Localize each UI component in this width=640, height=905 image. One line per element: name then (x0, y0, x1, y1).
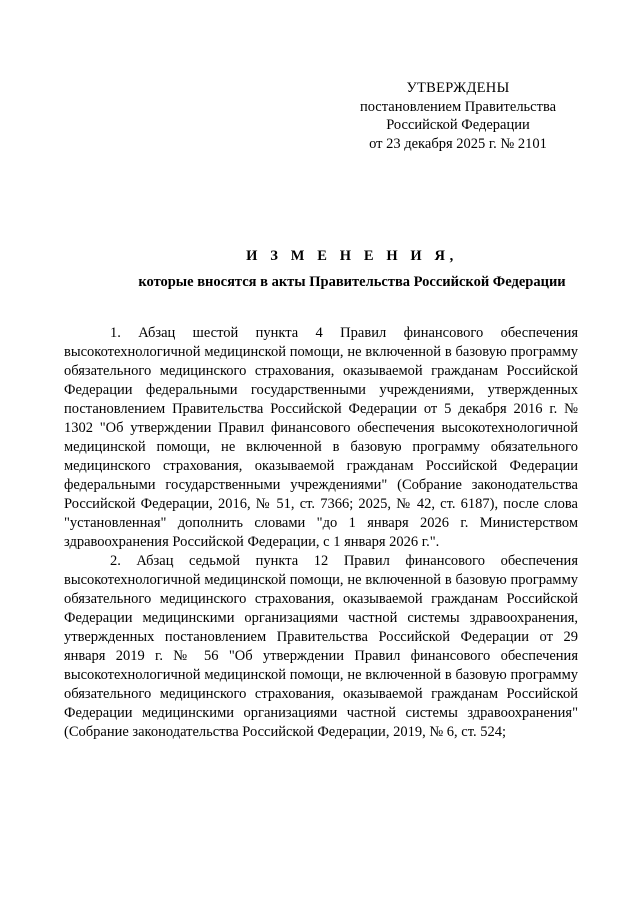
approval-stamp (340, 79, 576, 153)
approval-title: УТВЕРЖДЕНЫ (406, 80, 510, 96)
paragraph-2: 2. Абзац седьмой пункта 12 Правил финансового обеспечения высокотехнологичной медицинской помощи, не включенной в базовую программу обязательного медицинского страхования, оказываемой гражданам Российской Федерации медицинскими организациями частной системы здравоохранения, утвержденных постановлением Правительства Российской Федерации от 29 января 2019 г. № 56 "Об утверждении Правил финансового обеспечения высокотехнологичной медицинской помощи, не включенной в базовую программу обязательного медицинского страхования, оказываемой гражданам Российской Федерации медицинскими организациями частной системы здравоохранения" (Собрание законодательства Российской Федерации, 2019, № 6, ст. 524; (64, 553, 578, 740)
approval-line-1: постановлением Правительства (359, 98, 557, 115)
approval-line-2: Российской Федерации (386, 117, 530, 133)
approval-line-3: от 23 декабря 2025 г. № 2101 (369, 135, 547, 152)
paragraph-1: 1. Абзац шестой пункта 4 Правил финансового обеспечения высокотехнологичной медицинской помощи, не включенной в базовую программу обязательного медицинского страхования, оказываемой гражданам Российской Федерации федеральными государственными учреждениями, утвержденных постановлением Правительства Российской Федерации от 5 декабря 2016 г. № 1302 "Об утверждении Правил финансового обеспечения высокотехнологичной медицинской помощи, не включенной в базовую программу обязательного медицинского страхования, оказываемой гражданам Российской Федерации федеральными государственными учреждениями" (Собрание законодательства Российской Федерации, 2016, № 51, ст. 7366; 2025, № 42, ст. 6187), после слова "установленная" дополнить словами "до 1 января 2026 г. Министерством здравоохранения Российской Федерации, с 1 января 2026 г.". (64, 325, 578, 550)
document-body (64, 324, 578, 742)
document-subtitle: которые вносятся в акты Правительства Российской Федерации (138, 274, 566, 290)
document-title: И З М Е Н Е Н И Я, (246, 248, 458, 264)
